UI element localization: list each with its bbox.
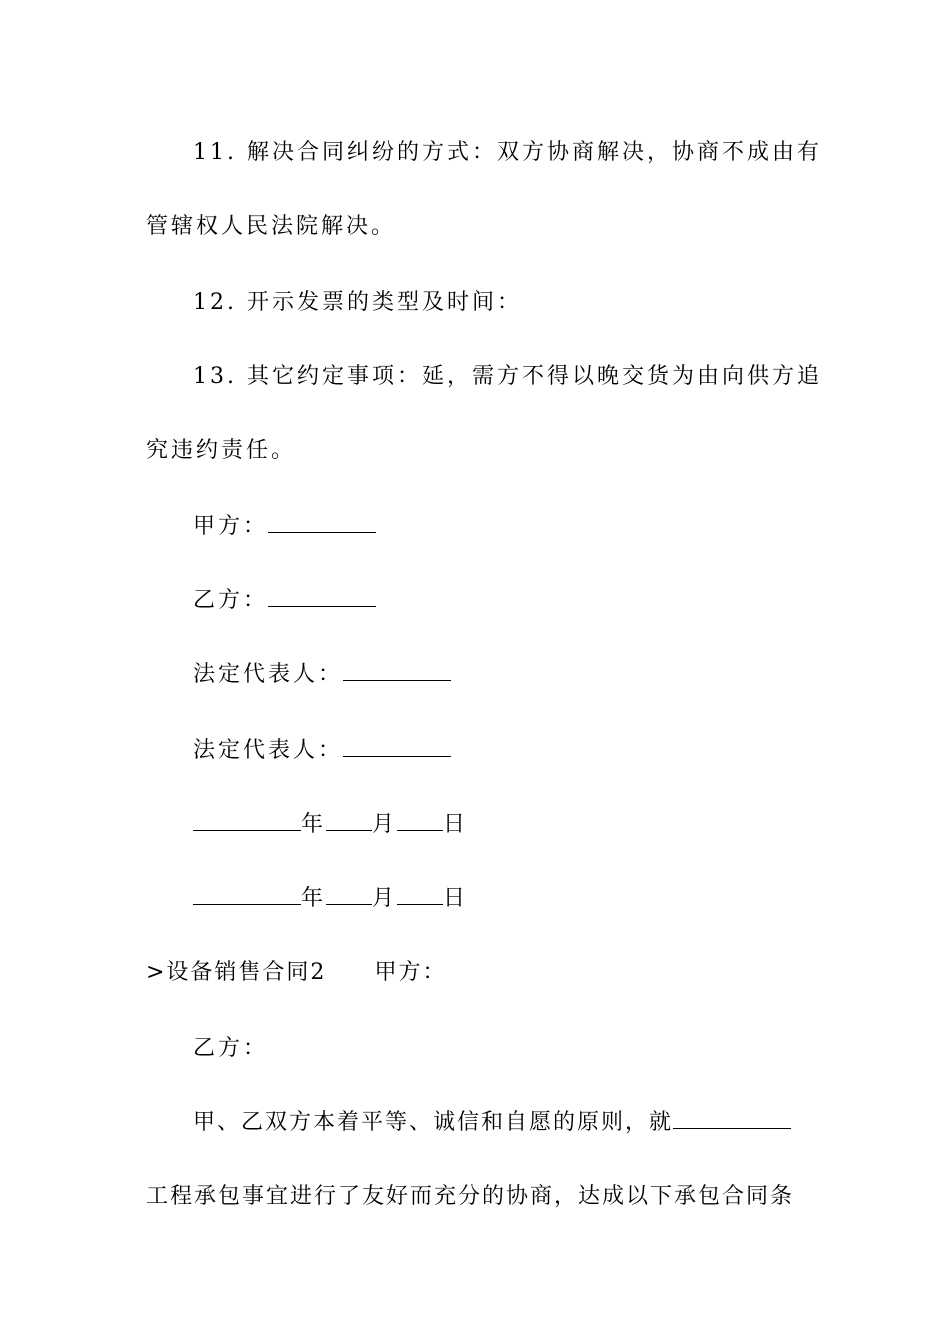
month-label: 月 (372, 812, 398, 837)
party-a-signature-line (193, 512, 806, 542)
party-b-blank (268, 586, 376, 607)
project-name-blank (673, 1108, 791, 1129)
party-a-label: 甲方： (193, 514, 269, 539)
section-2-heading-line (146, 958, 806, 988)
section-2-title: >设备销售合同2 (146, 960, 327, 985)
legal-rep-label-1: 法定代表人： (193, 662, 344, 687)
intro-line-1 (193, 1108, 806, 1138)
clause-12: 12. 开示发票的类型及时间： (193, 290, 522, 315)
section-2-party-b: 乙方： (193, 1036, 269, 1061)
intro-line-2: 工程承包事宜进行了友好而充分的协商，达成以下承包合同条 (146, 1184, 795, 1209)
year-label: 年 (301, 812, 327, 837)
intro-text-1: 甲、乙双方本着平等、诚信和自愿的原则，就 (193, 1110, 674, 1135)
month-label: 月 (372, 886, 398, 911)
section-2-party-a: 甲方： (374, 960, 447, 985)
legal-rep-blank-1 (343, 660, 451, 681)
party-b-label: 乙方： (193, 588, 269, 613)
party-a-blank (268, 512, 376, 533)
date-line-2 (193, 884, 806, 914)
legal-rep-line-1 (193, 660, 806, 690)
year-label: 年 (301, 886, 327, 911)
day-label: 日 (443, 812, 469, 837)
month-blank (326, 884, 372, 905)
month-blank (326, 810, 372, 831)
legal-rep-label-2: 法定代表人： (193, 738, 344, 763)
clause-11-line-1: 11. 解决合同纠纷的方式：双方协商解决，协商不成由有 (193, 140, 822, 165)
year-blank (193, 884, 301, 905)
party-b-signature-line (193, 586, 806, 616)
day-blank (397, 884, 443, 905)
day-blank (397, 810, 443, 831)
legal-rep-line-2 (193, 736, 806, 766)
year-blank (193, 810, 301, 831)
legal-rep-blank-2 (343, 736, 451, 757)
day-label: 日 (443, 886, 469, 911)
clause-13-line-2: 究违约责任。 (146, 438, 297, 463)
clause-13-line-1: 13. 其它约定事项：延，需方不得以晚交货为由向供方追 (193, 364, 822, 389)
clause-11-line-2: 管辖权人民法院解决。 (146, 214, 397, 239)
date-line-1 (193, 810, 806, 840)
